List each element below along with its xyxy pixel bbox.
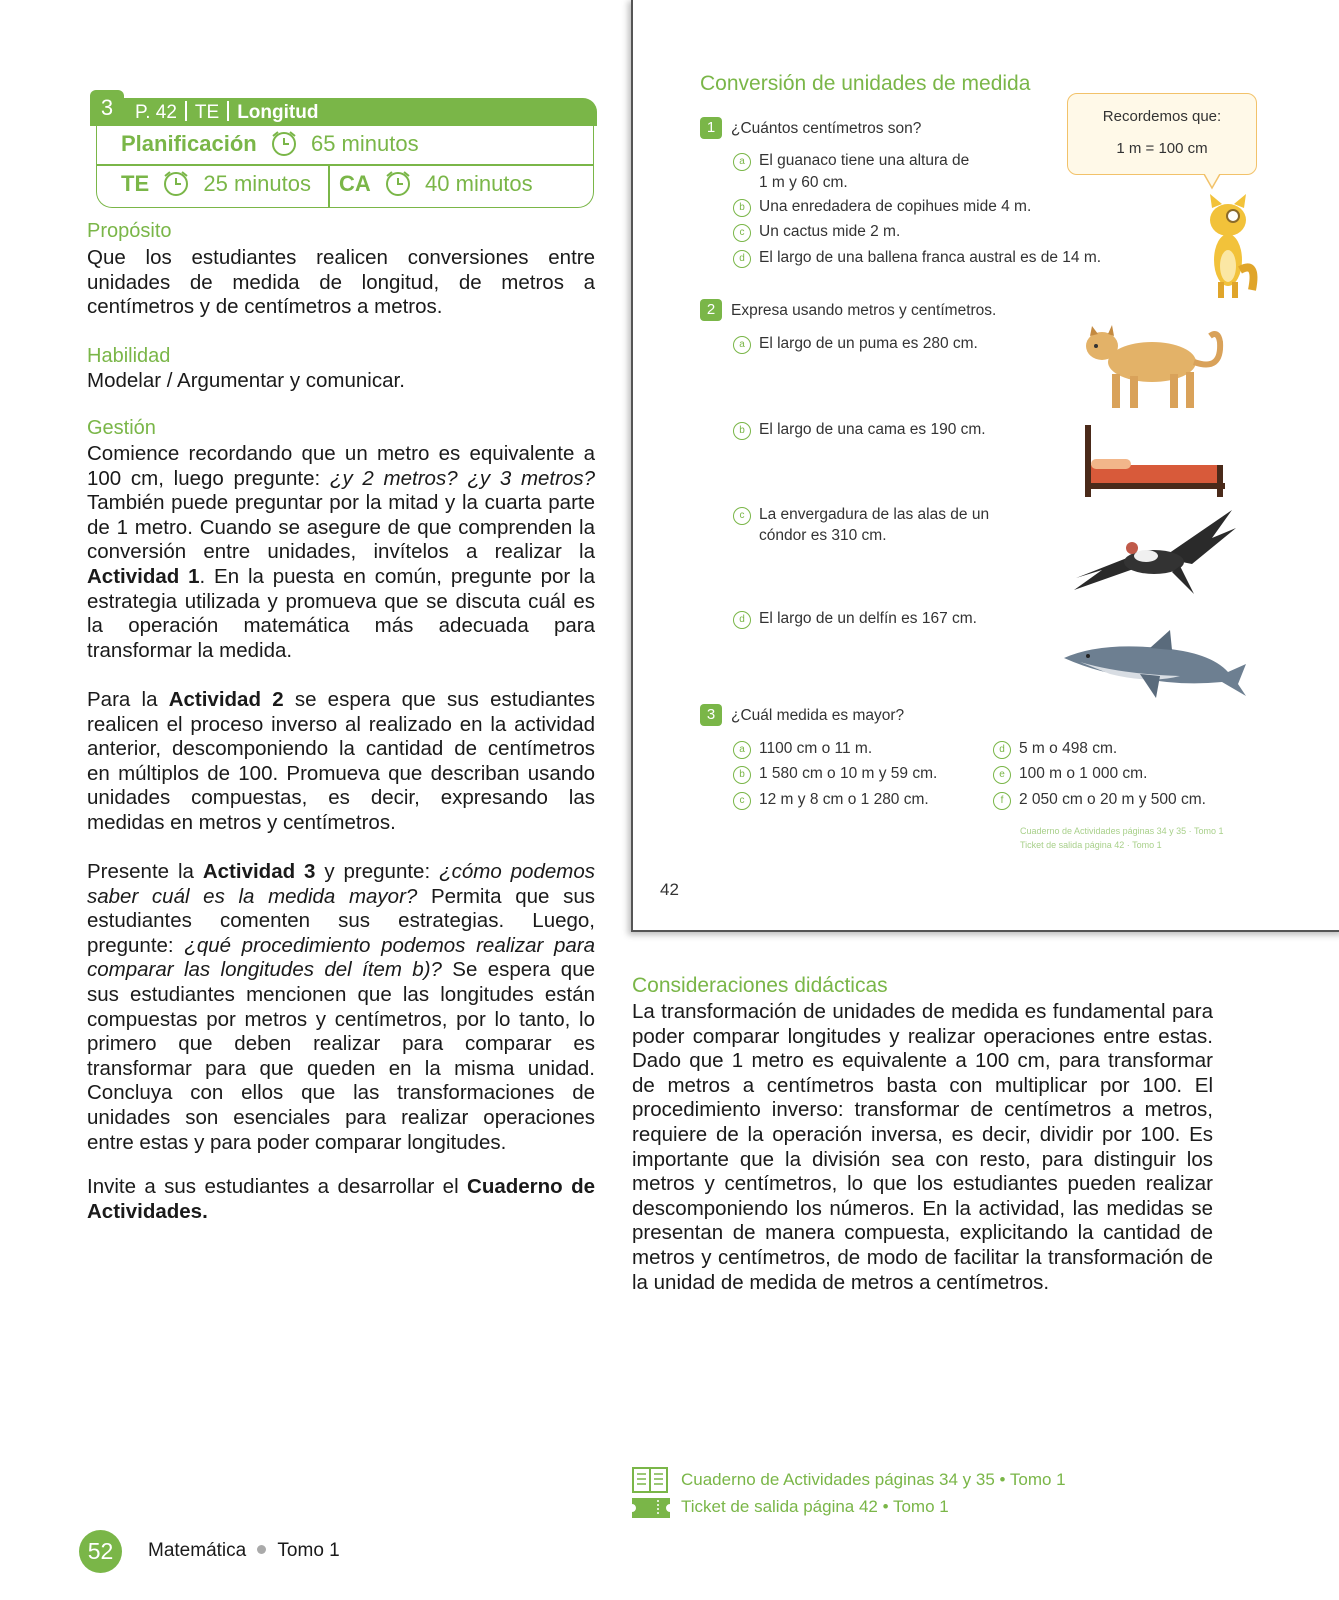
clock-icon — [383, 169, 413, 197]
te-label: TE — [121, 171, 150, 196]
question-text: ¿qué procedimiento podemos realizar para comparar las longitudes del ítem b)? — [87, 933, 595, 982]
q2-item-d — [733, 610, 977, 629]
q3-item-c — [733, 791, 929, 810]
puma-icon — [1082, 322, 1232, 414]
q2-item-c — [733, 506, 989, 525]
item-text: 1100 cm o 11 m. — [759, 740, 873, 757]
te-ref: TE — [194, 102, 220, 123]
text-run: Permita que sus estudiantes comenten sus estrategias. Luego, pregunte: — [87, 884, 595, 957]
planificacion-row — [121, 129, 419, 157]
text-run: y pregunte: — [315, 860, 440, 883]
q3-item-f — [993, 791, 1206, 810]
item-text: El guanaco tiene una altura de — [759, 152, 970, 169]
letter-badge: f — [993, 792, 1011, 810]
textbook-page-number: 42 — [660, 880, 679, 899]
planning-divider — [96, 164, 594, 166]
letter-badge: a — [733, 741, 751, 759]
question-1: ¿Cuántos centímetros son? — [731, 120, 922, 137]
consideraciones-title: Consideraciones didácticas — [632, 974, 888, 997]
item-text: Una enredadera de copihues mide 4 m. — [759, 198, 1032, 215]
item-text: 5 m o 498 cm. — [1019, 740, 1118, 757]
bubble-tail — [1202, 174, 1222, 190]
activity-ref: Actividad 2 — [168, 688, 284, 711]
letter-badge: a — [733, 336, 751, 354]
clock-icon — [161, 169, 191, 197]
letter-badge: a — [733, 153, 751, 171]
letter-badge: b — [733, 422, 751, 440]
q1-item-c — [733, 223, 900, 242]
ca-time: 40 minutos — [425, 171, 533, 196]
te-row — [121, 169, 311, 197]
item-text: Un cactus mide 2 m. — [759, 223, 901, 240]
habilidad-text: Modelar / Argumentar y comunicar. — [87, 369, 405, 392]
text-run: se espera que sus estudiantes realicen el proceso inverso al realizado en la actividad anterior, descomponiendo la cantidad de centímetros en múltiplos de 100. Promueva que describan usando unidades compuestas, es decir, expresando las medidas en metros y centímetros. — [87, 688, 595, 834]
q3-item-a — [733, 740, 872, 759]
letter-badge: c — [733, 792, 751, 810]
item-text: El largo de una cama es 190 cm. — [759, 421, 986, 438]
text-run: Para la — [87, 688, 169, 711]
question-text: ¿cómo podemos saber cuál es la medida mayor? — [87, 860, 595, 908]
question-text: ¿y 2 metros? ¿y 3 metros? — [329, 466, 595, 490]
mascot-icon — [1200, 190, 1260, 302]
activity-ref: Actividad 3 — [202, 860, 316, 883]
item-text: 2 050 cm o 20 m y 500 cm. — [1019, 791, 1206, 808]
condor-icon — [1072, 508, 1238, 606]
habilidad-title: Habilidad — [87, 345, 171, 367]
item-text: 1 580 cm o 10 m y 59 cm. — [759, 765, 938, 782]
gestion-paragraph-4 — [87, 1175, 595, 1224]
q3-item-b — [733, 765, 937, 784]
consideraciones-text: La transformación de unidades de medida es fundamental para poder comparar longitudes y realizar operaciones entre estas. Dado que 1 metro es equivalente a 100 cm, para transformar de metros a centímetros basta con multiplicar por 100. El procedimiento inverso: transformar de centímetros a metros, requiere de la operación inversa, es decir, dividir por 100. Es importante que la división sea con resto, para distinguir los metros y centímetros, lo que los estudiantes pueden realizar descomponiendo los números. En la actividad, las medidas se presentan de manera compuesta, explicitando la cantidad de metros y centímetros, de modo de facilitar la transformación de la unidad de medida de metros a centímetros. — [632, 1000, 1213, 1294]
text-run: También puede preguntar por la mitad y la cuarta parte de 1 metro. Cuando se asegure de que comprenden la conversión entre unidades, invítelos a realizar la — [87, 491, 595, 564]
activity-ref: Actividad 1 — [87, 564, 200, 588]
q3-item-e — [993, 765, 1147, 784]
q1-item-b — [733, 198, 1031, 217]
tomo-name: Tomo 1 — [277, 1540, 340, 1561]
textbook-title: Conversión de unidades de medida — [700, 72, 1031, 95]
book-icon — [632, 1467, 668, 1493]
separator-dot — [257, 1545, 266, 1554]
question-number-2: 2 — [700, 299, 722, 321]
item-text: El largo de una ballena franca austral es de 14 m. — [759, 249, 1102, 266]
dolphin-icon — [1060, 628, 1250, 704]
text-run: Comience recordando que un metro es equivalente a 100 cm, luego pregunte: — [87, 442, 595, 490]
letter-badge: d — [733, 611, 751, 629]
letter-badge: b — [733, 766, 751, 784]
header-title — [135, 101, 318, 125]
reminder-bubble — [1067, 93, 1257, 175]
letter-badge: d — [993, 741, 1011, 759]
planificacion-time: 65 minutos — [310, 131, 419, 156]
item-text: La envergadura de las alas de un — [759, 506, 990, 523]
topic: Longitud — [237, 102, 319, 123]
proposito-title: Propósito — [87, 220, 172, 242]
question-2: Expresa usando metros y centímetros. — [731, 302, 997, 319]
letter-badge: c — [733, 224, 751, 242]
ticket-ref: Ticket de salida página 42 • Tomo 1 — [681, 1497, 949, 1516]
page-number: 52 — [79, 1530, 122, 1573]
clock-icon — [269, 129, 299, 157]
letter-badge: d — [733, 250, 751, 268]
subject-name: Matemática — [148, 1540, 247, 1561]
item-text: El largo de un puma es 280 cm. — [759, 335, 978, 352]
proposito-text: Que los estudiantes realicen conversiones entre unidades de medida de longitud, de metros a centímetros y de centímetros a metros. — [87, 246, 595, 319]
question-number-1: 1 — [700, 117, 722, 139]
ticket-icon — [632, 1498, 670, 1518]
planificacion-label: Planificación — [121, 131, 257, 156]
bed-icon — [1085, 425, 1227, 501]
q3-item-d — [993, 740, 1117, 759]
letter-badge: b — [733, 199, 751, 217]
bubble-title: Recordemos que: — [1102, 108, 1222, 125]
ca-label: CA — [339, 171, 371, 196]
lesson-number: 3 — [90, 90, 124, 126]
question-3: ¿Cuál medida es mayor? — [731, 707, 905, 724]
textbook-ref-ticket: Ticket de salida página 42 · Tomo 1 — [1020, 840, 1162, 850]
question-number-3: 3 — [700, 704, 722, 726]
letter-badge: e — [993, 766, 1011, 784]
q1-item-d — [733, 249, 1101, 268]
item-text: 100 m o 1 000 cm. — [1019, 765, 1148, 782]
gestion-title: Gestión — [87, 417, 156, 439]
textbook-ref-cuaderno: Cuaderno de Actividades páginas 34 y 35 · Tomo 1 — [1020, 826, 1224, 836]
planning-vdivider — [328, 165, 330, 208]
q1-item-a — [733, 152, 969, 171]
text-run: . En la puesta en común, pregunte por la estrategia utilizada y promueva que se discuta cuál es la operación matemática más adecuada para transformar la medida. — [87, 564, 595, 662]
item-text: 12 m y 8 cm o 1 280 cm. — [759, 791, 929, 808]
q2-item-c-line2: cóndor es 310 cm. — [759, 527, 887, 544]
page-ref: P. 42 — [135, 102, 177, 123]
gestion-paragraph-3 — [87, 860, 595, 1155]
text-run: Se espera que sus estudiantes mencionen que las longitudes están compuestas por metros y centímetros, por lo tanto, lo primero que deben realizar para comparar es transformar para que queden en la misma unidad. Concluya con ellos que las transformaciones de unidades son esenciales para realizar operaciones entre estas y para poder comparar longitudes. — [87, 958, 595, 1154]
item-text: El largo de un delfín es 167 cm. — [759, 610, 977, 627]
q2-item-b — [733, 421, 986, 440]
text-run: Presente la — [87, 860, 203, 883]
cuaderno-ref: Cuaderno de Actividades. — [87, 1175, 595, 1223]
q1-item-a-line2: 1 m y 60 cm. — [759, 174, 848, 191]
gestion-paragraph-1 — [87, 442, 595, 663]
q2-item-a — [733, 335, 978, 354]
te-time: 25 minutos — [203, 171, 311, 196]
bubble-equation: 1 m = 100 cm — [1116, 140, 1208, 157]
letter-badge: c — [733, 507, 751, 525]
cuaderno-ref: Cuaderno de Actividades páginas 34 y 35 • Tomo 1 — [681, 1470, 1066, 1489]
text-run: Invite a sus estudiantes a desarrollar el — [87, 1175, 468, 1198]
footer-subject — [148, 1540, 340, 1562]
gestion-paragraph-2 — [87, 688, 595, 836]
ca-row — [339, 169, 533, 197]
